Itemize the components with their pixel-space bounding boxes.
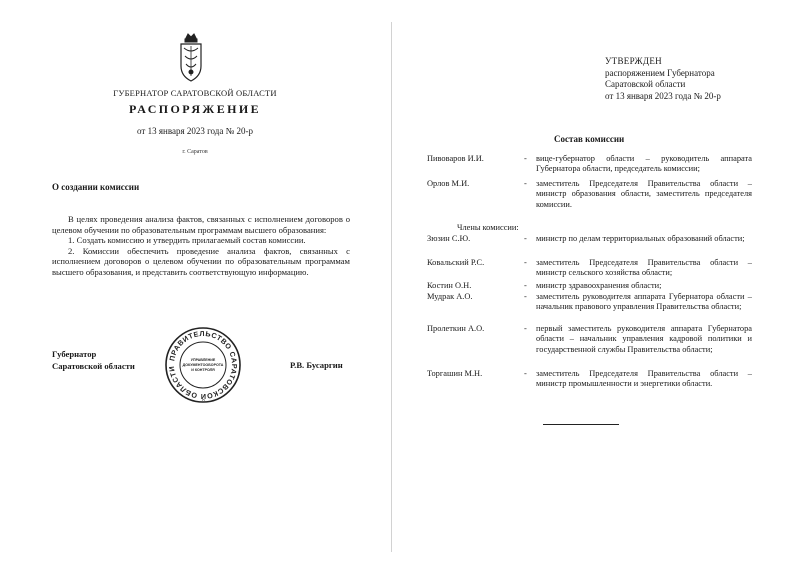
members-label: Члены комиссии: [457, 223, 519, 232]
governor-title: ГУБЕРНАТОР САРАТОВСКОЙ ОБЛАСТИ [113, 88, 277, 98]
member-name: Орлов М.И. [427, 179, 470, 188]
seal-center-line: И КОНТРОЛЯ [191, 368, 215, 372]
member-position: министр по делам территориальных образований области; [536, 234, 745, 243]
member-dash: - [524, 281, 527, 290]
member-name: Пивоваров И.И. [427, 154, 484, 163]
member-dash: - [524, 234, 527, 243]
member-position: министр здравоохранения области; [536, 281, 662, 290]
member-name: Зюзин С.Ю. [427, 234, 471, 243]
end-separator-line [543, 424, 619, 425]
body-paragraph: В целях проведения анализа фактов, связанных с исполнением договоров о целевом обучении по образовательным программам высшего образования: [52, 214, 350, 235]
member-position: заместитель руководителя аппарата Губернатора области – начальник правового управления Правительства области; [536, 292, 752, 312]
document-date: от 13 января 2023 года № 20-р [137, 126, 253, 136]
seal-center-line: ДОКУМЕНТООБОРОТА [182, 363, 224, 367]
member-dash: - [524, 154, 527, 163]
seal-ring-text: ПРАВИТЕЛЬСТВО САРАТОВСКОЙ ОБЛАСТИ [166, 328, 240, 402]
signature-title-line: Саратовской области [52, 361, 135, 371]
member-name: Костин О.Н. [427, 281, 472, 290]
signature-title-line: Губернатор [52, 349, 97, 359]
approval-title: УТВЕРЖДЕН [605, 56, 662, 66]
approval-line: от 13 января 2023 года № 20-р [605, 90, 721, 101]
signature-name: Р.В. Бусаргин [290, 360, 343, 370]
member-dash: - [524, 258, 527, 267]
member-position: вице-губернатор области – руководитель аппарата Губернатора области, председатель комиссии; [536, 154, 752, 174]
member-name: Ковальский Р.С. [427, 258, 485, 267]
member-dash: - [524, 292, 527, 301]
member-position: заместитель Председателя Правительства области – министр промышленности и энергетики области. [536, 369, 752, 389]
member-dash: - [524, 369, 527, 378]
document-city: г. Саратов [182, 149, 208, 155]
member-position: заместитель Председателя Правительства области – министр сельского хозяйства области; [536, 258, 752, 278]
member-name: Пролеткин А.О. [427, 324, 485, 333]
member-dash: - [524, 324, 527, 333]
document-type: РАСПОРЯЖЕНИЕ [129, 102, 261, 116]
member-position: заместитель Председателя Правительства области – министр образования области, заместитель председателя комиссии. [536, 179, 752, 209]
member-name: Мудрак А.О. [427, 292, 473, 301]
document-subject: О создании комиссии [52, 182, 140, 192]
member-position: первый заместитель руководителя аппарата Губернатора области – начальник управления кадровой политики и государственной службы Правительства области; [536, 324, 752, 354]
body-paragraph: 2. Комиссии обеспечить проведение анализа фактов, связанных с исполнением договоров о целевом обучении по образовательным программам высшего образования, и представить соответствующую информацию. [52, 245, 350, 277]
commission-title: Состав комиссии [554, 134, 625, 144]
member-dash: - [524, 179, 527, 188]
seal-center-line: УПРАВЛЕНИЕ [190, 358, 216, 362]
body-paragraph: 1. Создать комиссию и утвердить прилагаемый состав комиссии. [68, 235, 306, 246]
member-name: Торгашин М.Н. [427, 369, 483, 378]
approval-line: распоряжением Губернатора [605, 67, 715, 78]
approval-line: Саратовской области [605, 79, 686, 89]
